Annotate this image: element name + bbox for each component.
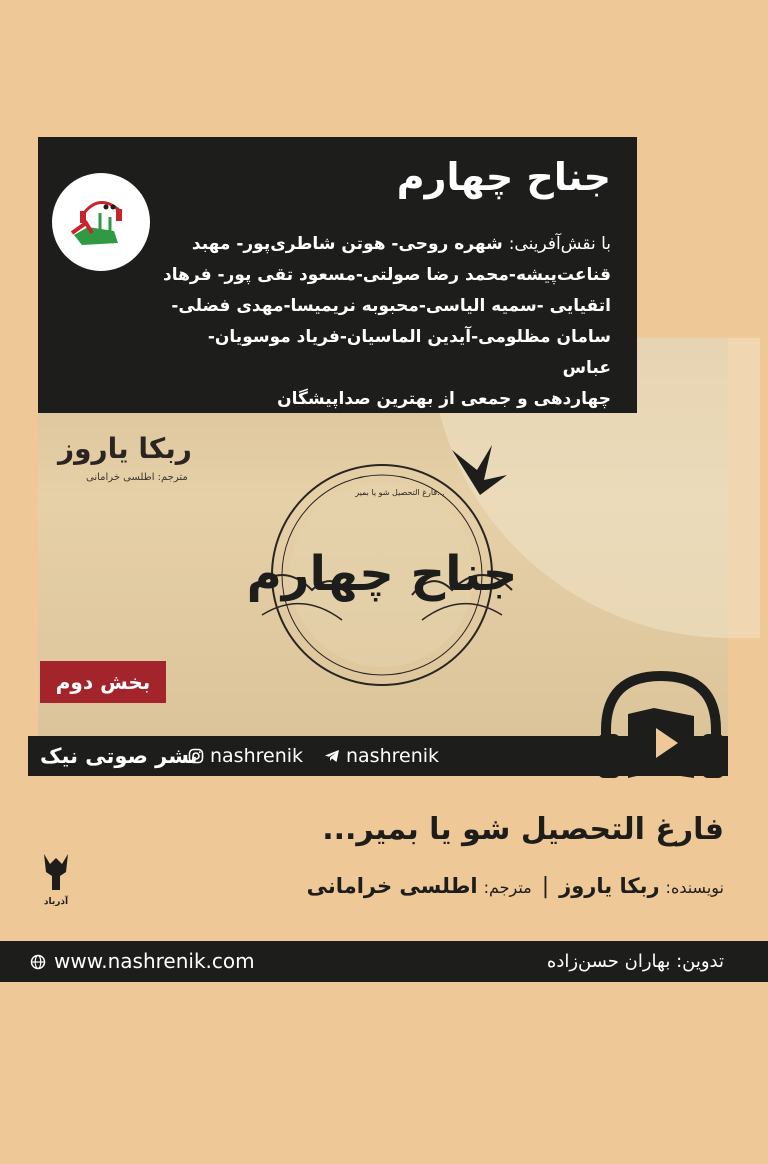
instagram-link[interactable] bbox=[188, 736, 303, 776]
art-author-name: ربکا یاروز bbox=[58, 432, 192, 465]
emblem-art bbox=[222, 440, 542, 690]
telegram-handle: nashrenik bbox=[346, 745, 440, 767]
compiler-credit: تدوین: بهاران حسن‌زاده bbox=[546, 951, 724, 972]
info-panel bbox=[38, 137, 637, 413]
publisher-logo bbox=[36, 850, 76, 910]
nik-logo-icon bbox=[52, 173, 150, 271]
website-link[interactable] bbox=[30, 941, 255, 982]
cast-line-5: چهاردهی و جمعی از بهترین صداپیشگان bbox=[277, 389, 611, 409]
book-subtitle: فارغ التحصیل شو یا بمیر... bbox=[322, 812, 724, 847]
emblem-caption: فارغ التحصیل شو یا بمیر... bbox=[355, 488, 445, 497]
instagram-handle: nashrenik bbox=[210, 745, 304, 767]
telegram-icon bbox=[324, 748, 340, 764]
cast-list bbox=[161, 229, 611, 415]
page-title: جناح چهارم bbox=[396, 155, 611, 199]
author-name: ربکا یاروز bbox=[559, 874, 660, 898]
translator-label: مترجم: bbox=[483, 878, 532, 897]
cast-line-3: اتقیایی -سمیه الیاسی-محبوبه نریمیسا-مهدی فضلی- bbox=[171, 296, 611, 316]
instagram-icon bbox=[188, 748, 204, 764]
book-credits bbox=[307, 874, 724, 899]
translator-name: اطلسی خرامانی bbox=[306, 874, 478, 898]
cast-line-2: قناعت‌پیشه-محمد رضا صولتی-مسعود تقی پور- فرهاد bbox=[162, 265, 611, 285]
cast-line-1 bbox=[161, 229, 611, 260]
telegram-link[interactable] bbox=[324, 736, 439, 776]
publisher-logo-icon bbox=[44, 854, 68, 890]
website-url: www.nashrenik.com bbox=[54, 949, 255, 973]
brand-name: نشر صوتی نیک bbox=[40, 744, 198, 768]
globe-icon bbox=[30, 954, 46, 970]
footer-bar bbox=[0, 941, 768, 982]
dragon-icon bbox=[452, 445, 507, 495]
author-label: نویسنده: bbox=[665, 878, 724, 897]
cast-line-4: سامان مظلومی-آیدین الماسیان-فریاد موسویان-عباس bbox=[207, 327, 611, 378]
headphones-book-icon bbox=[596, 668, 726, 784]
part-badge: بخش دوم bbox=[40, 661, 166, 703]
cast-names-1: شهره روحی- هوتن شاطری‌پور- مهبد bbox=[191, 234, 503, 254]
art-translator: مترجم: اطلسی خرامانی bbox=[86, 472, 188, 483]
emblem-title: جناح چهارم bbox=[246, 546, 518, 602]
credits-separator: | bbox=[541, 874, 550, 899]
cast-label: با نقش‌آفرینی: bbox=[508, 234, 611, 254]
publisher-logo-text: آذرباد bbox=[43, 897, 69, 907]
